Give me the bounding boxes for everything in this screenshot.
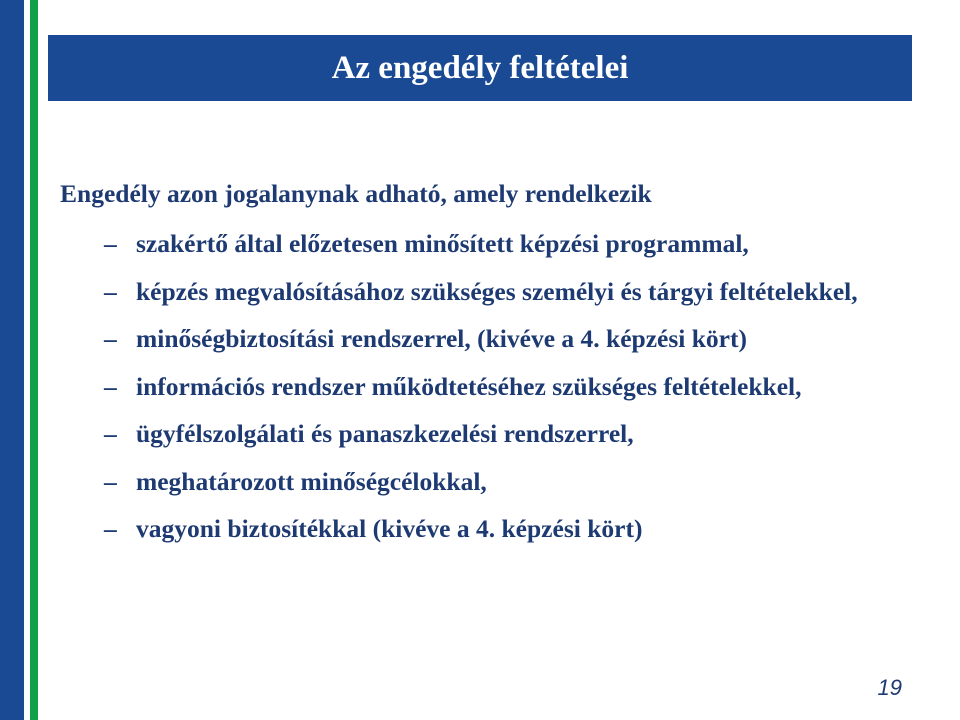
bullet-item xyxy=(104,410,904,458)
bullet-dash: – xyxy=(104,229,117,258)
bullet-item xyxy=(104,315,904,363)
bullet-dash: – xyxy=(104,276,117,306)
bullet-dash: – xyxy=(104,419,117,448)
bullet-item xyxy=(104,268,904,316)
bullet-list xyxy=(104,220,904,553)
title-banner xyxy=(48,35,912,101)
bullet-text: képzés megvalósításához szükséges személyi és tárgyi feltételekkel, xyxy=(136,276,858,306)
bullet-text: információs rendszer működtetéséhez szükséges feltételekkel, xyxy=(136,371,802,401)
bullet-dash: – xyxy=(104,371,117,401)
bullet-item xyxy=(104,505,904,553)
bullet-item xyxy=(104,220,904,268)
page-number: 19 xyxy=(877,675,902,700)
bullet-dash: – xyxy=(104,466,117,496)
left-green-stripe xyxy=(30,0,38,720)
bullet-item xyxy=(104,363,904,411)
bullet-dash: – xyxy=(104,514,117,543)
bullet-dash: – xyxy=(104,324,117,353)
intro-text: Engedély azon jogalanynak adható, amely rendelkezik xyxy=(60,179,652,208)
bullet-text: minőségbiztosítási rendszerrel, (kivéve a 4. képzési kört) xyxy=(136,324,747,353)
bullet-text: vagyoni biztosítékkal (kivéve a 4. képzési kört) xyxy=(136,514,643,543)
bullet-text: szakértő által előzetesen minősített képzési programmal, xyxy=(136,229,749,258)
bullet-text: ügyfélszolgálati és panaszkezelési rendszerrel, xyxy=(136,419,634,448)
left-blue-stripe xyxy=(0,0,24,720)
slide-title: Az engedély feltételei xyxy=(331,49,629,86)
bullet-item xyxy=(104,458,904,506)
bullet-text: meghatározott minőségcélokkal, xyxy=(136,466,487,496)
